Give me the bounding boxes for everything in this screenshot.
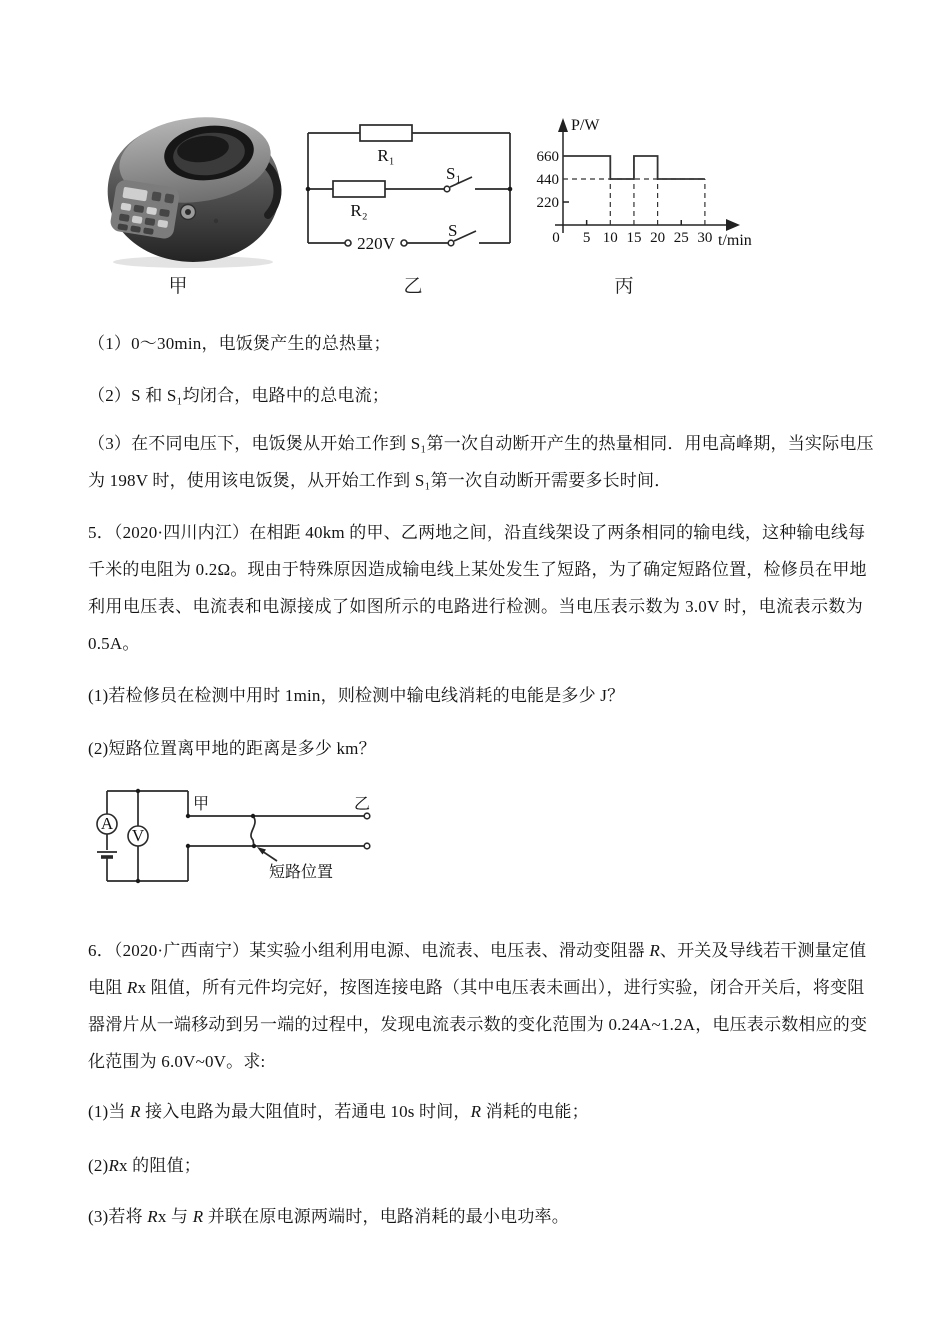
switch-s-label: S — [448, 221, 458, 240]
graph-y-tick-label: 440 — [536, 172, 559, 189]
graph-x-tick-label: 25 — [673, 230, 689, 246]
resistor-r1-label: R₁ — [377, 146, 395, 165]
cooker-control-panel — [109, 179, 180, 240]
cooker-power-button-dot — [185, 209, 191, 215]
source-voltage-label: 220V — [357, 234, 395, 253]
q4-part3-line1: （3）在不同电压下，电饭煲从开始工作到 S₁第一次自动断开产生的热量相同．用电高峰期，当实际电压 — [88, 434, 874, 453]
graph-x-tick-label: 5 — [582, 230, 591, 246]
q6-stem-line3: 器滑片从一端移动到另一端的过程中，发现电流表示数的变化范围为 0.24A~1.2A，电压表示数相应的变 — [88, 1015, 868, 1034]
line-start-dot-lower — [186, 844, 190, 848]
graph-x-arrow — [726, 219, 740, 231]
short-junction-upper — [251, 814, 255, 818]
short-arrow-shaft — [262, 851, 277, 861]
q5-sub1-text: (1)若检修员在检测中用时 1min，则检测中输电线消耗的电能是多少 J？ — [88, 686, 625, 705]
switch-s-pivot — [448, 240, 454, 246]
line-start-dot-upper — [186, 814, 190, 818]
q5-sub2-text: (2)短路位置离甲地的距离是多少 km？ — [88, 739, 376, 758]
graph-x-tick-label: 20 — [650, 230, 666, 246]
graph-y-arrow — [558, 118, 568, 132]
q4-part2-text: （2）S 和 S₁均闭合，电路中的总电流； — [88, 386, 390, 405]
resistor-r1 — [360, 125, 412, 141]
cooker-indicator — [214, 219, 218, 223]
circuit-diagram-yi — [300, 112, 525, 254]
detection-yi-label: 乙 — [354, 796, 371, 813]
source-terminal-left — [345, 240, 351, 246]
q6-stem-line1: 6．（2020·广西南宁）某实验小组利用电源、电流表、电压表、滑动变阻器 R、开关及导线若干测量定值 — [88, 941, 867, 960]
q6-sub1-text: (1)当 R 接入电路为最大阻值时，若通电 10s 时间，R 消耗的电能； — [88, 1102, 589, 1121]
graph-ylabel: P/W — [571, 117, 600, 134]
switch-s1-label: S₁ — [446, 164, 462, 183]
graph-x-tick-label: 15 — [626, 230, 642, 246]
power-graph — [528, 105, 763, 260]
ammeter-label: A — [100, 814, 114, 833]
rice-cooker-photo — [98, 93, 288, 273]
q6-stem-line4: 化范围为 6.0V~0V。求: — [88, 1052, 266, 1071]
switch-s1-pivot — [444, 186, 450, 192]
detection-jia-label: 甲 — [193, 796, 210, 813]
graph-x-tick-label: 0 — [552, 230, 560, 246]
q5-stem-line1: 5．（2020·四川内江）在相距 40km 的甲、乙两地之间，沿直线架设了两条相同的输电线，这种输电线每 — [88, 523, 866, 542]
figure-caption-bing: 丙 — [614, 276, 634, 297]
q5-stem-line4: 0.5A。 — [88, 634, 140, 653]
q4-part3-line2: 为 198V 时，使用该电饭煲，从开始工作到 S₁第一次自动断开需要多长时间． — [88, 471, 672, 490]
line-end-terminal-lower — [364, 843, 370, 849]
junction-dot-left — [306, 187, 311, 192]
short-position-label: 短路位置 — [269, 864, 334, 881]
source-terminal-right — [401, 240, 407, 246]
graph-x-tick-label: 30 — [697, 230, 713, 246]
short-circuit-wavy-wire — [251, 816, 255, 846]
q6-sub3-text: (3)若将 Rx 与 R 并联在原电源两端时，电路消耗的最小电功率。 — [88, 1207, 569, 1226]
q5-stem-line3: 利用电压表、电流表和电源接成了如图所示的电路进行检测。当电压表示数为 3.0V 时，电流表示数为 — [88, 597, 863, 616]
graph-y-tick-label: 220 — [536, 195, 559, 212]
resistor-r2 — [333, 181, 385, 197]
resistor-r2-label: R₂ — [350, 201, 368, 220]
q4-part1-text: （1）0～30min，电饭煲产生的总热量； — [88, 334, 391, 353]
line-end-terminal-upper — [364, 813, 370, 819]
junction-dot-top — [136, 789, 140, 793]
detection-circuit-diagram — [88, 783, 388, 895]
junction-dot-right — [508, 187, 513, 192]
short-junction-lower — [252, 844, 256, 848]
graph-y-tick-label: 660 — [536, 149, 559, 166]
figure-caption-yi: 乙 — [403, 276, 423, 297]
figure-caption-jia: 甲 — [168, 276, 188, 297]
q6-sub2-text: (2)Rx 的阻值； — [88, 1156, 201, 1175]
graph-x-tick-label: 10 — [602, 230, 618, 246]
voltmeter-label: V — [131, 826, 145, 845]
q5-stem-line2: 千米的电阻为 0.2Ω。现由于特殊原因造成输电线上某处发生了短路，为了确定短路位置，检修员在甲地 — [88, 560, 867, 579]
power-curve — [563, 156, 705, 179]
junction-dot-bottom — [136, 879, 140, 883]
graph-xlabel: t/min — [718, 232, 752, 249]
q6-stem-line2: 电阻 Rx 阻值，所有元件均完好，按图连接电路（其中电压表未画出），进行实验，闭合开关后，将变阻 — [88, 978, 865, 997]
